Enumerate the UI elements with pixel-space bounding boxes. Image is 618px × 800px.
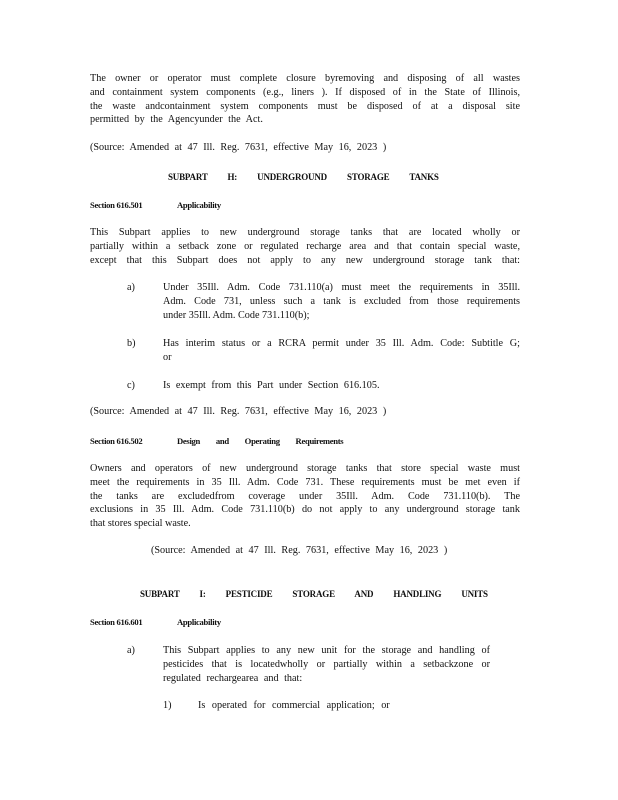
source-note: (Source: Amended at 47 Ill. Reg. 7631, effective May 16, 2023 )	[151, 545, 448, 556]
section-title: Design and Operating Requirements	[177, 436, 344, 446]
text-line: and containment system components (e.g., liners ). If disposed of in the State of Illinois,	[90, 86, 520, 98]
item-label: c)	[127, 380, 135, 391]
text-line: exclusions in 35 Ill. Adm. Code 731.110(b) do not apply to any underground storage tank	[90, 504, 520, 516]
section-number: Section 616.501	[90, 200, 143, 210]
text-line: Has interim status or a RCRA permit under 35 Ill. Adm. Code: Subtitle G;	[163, 338, 520, 349]
text-line: meet the requirements in 35 Ill. Adm. Code 731. These requirements must be met even if	[90, 476, 520, 488]
text-line: Under 35Ill. Adm. Code 731.110(a) must meet the requirements in 35Ill.	[163, 282, 520, 293]
text-line: pesticides that is locatedwholly or partially within a setbackzone or	[163, 658, 490, 670]
text-line: This Subpart applies to new underground storage tanks that are located wholly or	[90, 227, 520, 238]
section-616-502-body	[90, 462, 520, 531]
item-label: b)	[127, 338, 136, 349]
section-number: Section 616.502	[90, 436, 143, 446]
text-line: Owners and operators of new underground storage tanks that store special waste must	[90, 463, 520, 474]
subpart-h-heading: SUBPART H: UNDERGROUND STORAGE TANKS	[168, 172, 439, 182]
section-title: Applicability	[177, 200, 221, 210]
text-line: the waste andcontainment system components must be disposed of at a disposal site	[90, 100, 520, 112]
closure-paragraph	[90, 72, 520, 127]
text-line: regulated rechargearea and that:	[163, 672, 303, 684]
text-line: permitted by the Agencyunder the Act.	[90, 114, 263, 126]
text-line: under 35Ill. Adm. Code 731.110(b);	[163, 309, 310, 321]
item-label: 1)	[163, 700, 172, 711]
text-line: partially within a setback zone or regulated recharge area and that contain special waste,	[90, 240, 520, 252]
subpart-i-heading: SUBPART I: PESTICIDE STORAGE AND HANDLING UNITS	[140, 589, 488, 599]
section-616-501-intro	[90, 226, 520, 267]
text-line: or	[163, 351, 172, 363]
text-line: the tanks are excludedfrom coverage under 35Ill. Adm. Code 731.110(b). The	[90, 490, 520, 502]
source-note: (Source: Amended at 47 Ill. Reg. 7631, effective May 16, 2023 )	[90, 142, 387, 153]
text-line: that stores special waste.	[90, 518, 191, 530]
text-line: This Subpart applies to any new unit for the storage and handling of	[163, 645, 490, 656]
text-line: Adm. Code 731, unless such a tank is excluded from those requirements	[163, 295, 520, 307]
text-line: Is operated for commercial application; or	[198, 700, 390, 711]
source-note: (Source: Amended at 47 Ill. Reg. 7631, effective May 16, 2023 )	[90, 406, 387, 417]
item-label: a)	[127, 282, 135, 293]
text-line: Is exempt from this Part under Section 616.105.	[163, 380, 380, 391]
section-number: Section 616.601	[90, 617, 143, 627]
item-label: a)	[127, 645, 135, 656]
section-title: Applicability	[177, 617, 221, 627]
text-line: The owner or operator must complete closure byremoving and disposing of all wastes	[90, 73, 520, 84]
text-line: except that this Subpart does not apply to any new underground storage tank that:	[90, 254, 520, 266]
